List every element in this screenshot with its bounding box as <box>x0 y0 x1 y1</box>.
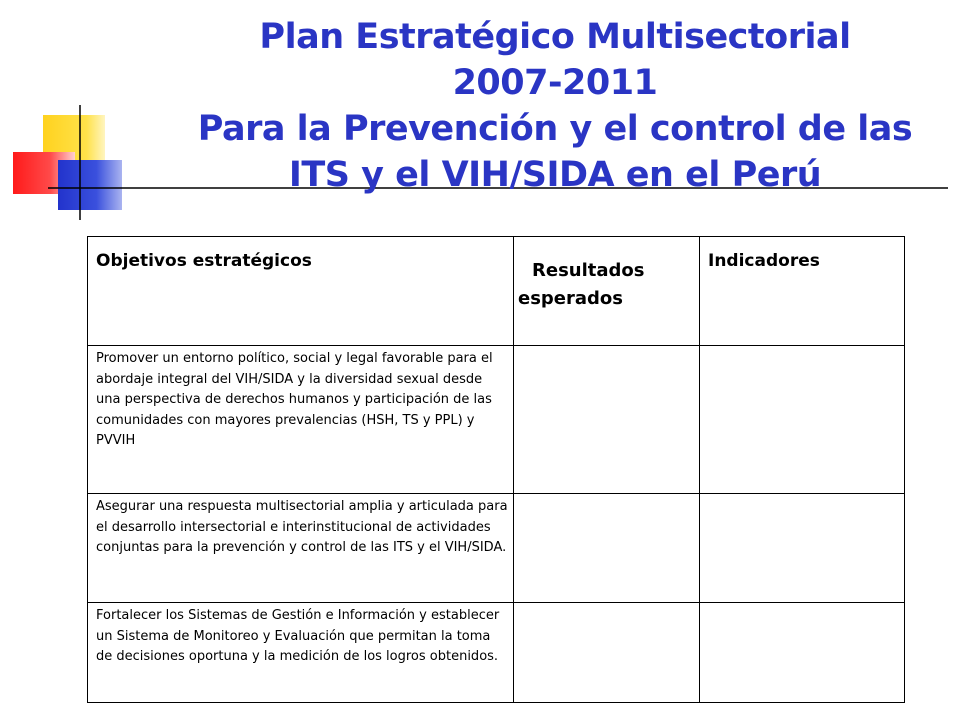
table-header-row <box>88 237 905 346</box>
objetivo-cell: Fortalecer los Sistemas de Gestión e Información y establecer un Sistema de Monitoreo y Evaluación que permitan la toma de decisiones oportuna y la medición de los logros obtenidos. <box>88 603 514 703</box>
indicadores-cell <box>700 603 905 703</box>
header-resultados-line-1: Resultados <box>532 260 645 281</box>
header-resultados-line-2: esperados <box>518 288 624 309</box>
objetivo-cell: Promover un entorno político, social y legal favorable para el abordaje integral del VIH/SIDA y la diversidad sexual desde una perspectiva de derechos humanos y participación de las comunidades con mayores prevalencias (HSH, TS y PPL) y PVVIH <box>88 346 514 494</box>
objectives-table <box>87 236 905 703</box>
table-row <box>88 494 905 603</box>
title-line-1: Plan Estratégico Multisectorial <box>259 17 851 57</box>
header-indicadores: Indicadores <box>700 237 905 346</box>
slide-title <box>150 14 960 198</box>
indicadores-cell <box>700 494 905 603</box>
table-row <box>88 346 905 494</box>
objetivo-cell: Asegurar una respuesta multisectorial amplia y articulada para el desarrollo intersectorial e interinstitucional de actividades conjuntas para la prevención y control de las ITS y el VIH/SIDA. <box>88 494 514 603</box>
indicadores-cell <box>700 346 905 494</box>
table-row <box>88 603 905 703</box>
header-resultados <box>514 237 700 346</box>
title-line-4: ITS y el VIH/SIDA en el Perú <box>288 155 822 195</box>
resultados-cell <box>514 603 700 703</box>
logo-blue-square <box>58 160 122 210</box>
title-line-2: 2007-2011 <box>452 63 658 103</box>
title-line-3: Para la Prevención y el control de las <box>197 109 913 149</box>
resultados-cell <box>514 494 700 603</box>
resultados-cell <box>514 346 700 494</box>
header-objetivos: Objetivos estratégicos <box>88 237 514 346</box>
